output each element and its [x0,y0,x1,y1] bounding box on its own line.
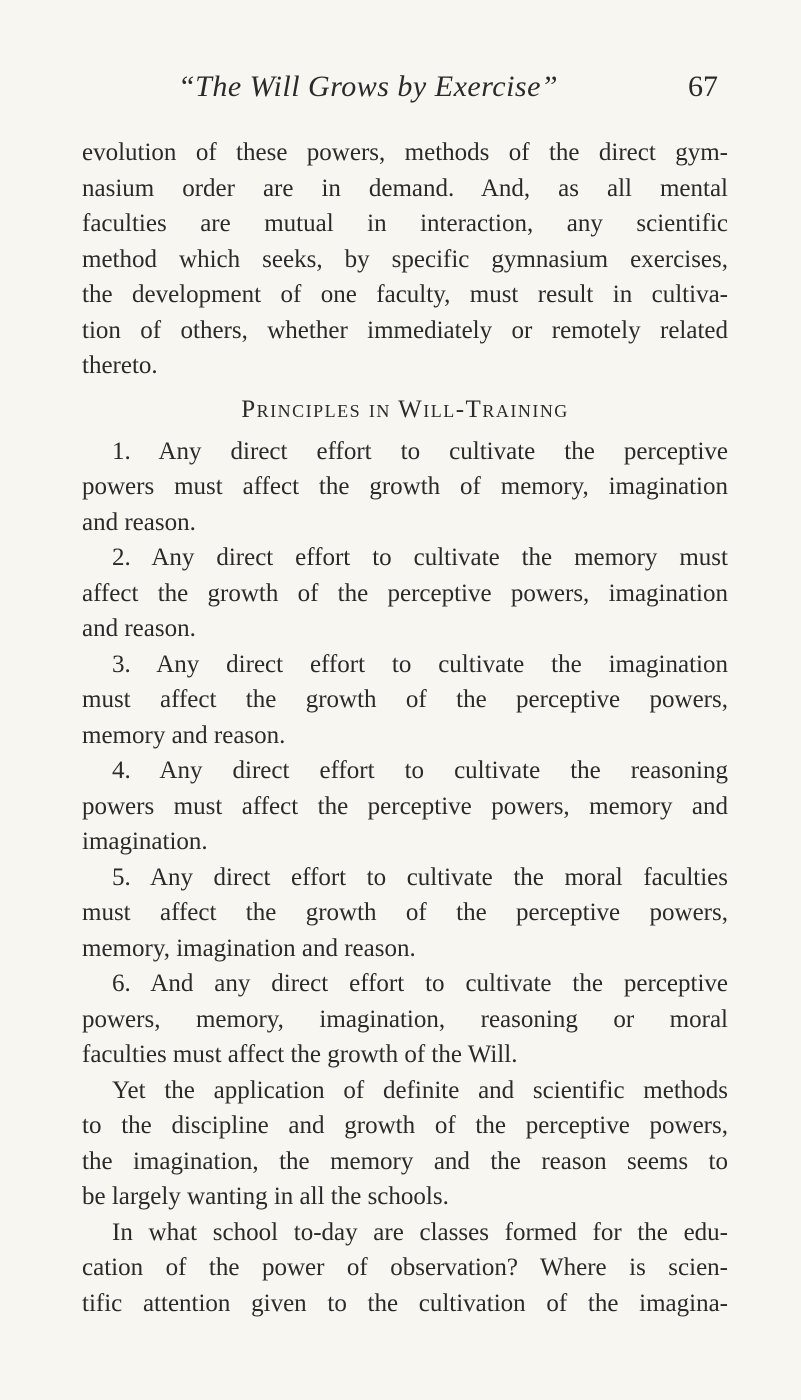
text-line: 2. Any direct effort to cultivate the memory must [112,544,728,571]
text-line: faculties are mutual in interaction, any scientific [82,210,728,237]
text-line: be largely wanting in all the schools. [82,1183,449,1210]
text-line: memory and reason. [82,721,286,749]
text-line: to the discipline and growth of the perceptive powers, [82,1112,728,1139]
text-line: must affect the growth of the perceptive powers, [82,686,728,713]
page-number: 67 [688,70,718,103]
text-line: the development of one faculty, must result in cultiva- [82,281,728,308]
running-head [0,70,801,110]
text-line: nasium order are in demand. And, as all mental [82,174,728,202]
text-line: 6. And any direct effort to cultivate the perceptive [112,970,728,997]
text-line: In what school to-day are classes formed for the edu- [112,1218,728,1246]
text-line: the imagination, the memory and the reason seems to [82,1147,728,1175]
section-heading: Principles in Will-Training [241,395,569,423]
text-line: method which seeks, by specific gymnasium exercises, [82,245,728,273]
text-line: Yet the application of definite and scientific methods [112,1076,728,1104]
text-line: thereto. [82,352,158,379]
text-line: and reason. [82,508,196,536]
text-line: tific attention given to the cultivation of the imagina- [82,1289,728,1317]
text-line: 4. Any direct effort to cultivate the reasoning [112,757,728,784]
text-line: faculties must affect the growth of the Will. [82,1041,518,1068]
text-line: 3. Any direct effort to cultivate the imagination [112,650,728,678]
text-line: 5. Any direct effort to cultivate the moral faculties [112,863,728,891]
text-line: 1. Any direct effort to cultivate the perceptive [112,437,728,465]
text-line: tion of others, whether immediately or remotely related [82,316,728,344]
text-line: affect the growth of the perceptive powers, imagination [82,579,728,607]
text-line: cation of the power of observation? Where is scien- [82,1254,728,1281]
text-line: memory, imagination and reason. [82,934,416,962]
text-line: powers must affect the perceptive powers, memory and [82,792,728,820]
text-line: powers must affect the growth of memory, imagination [82,473,728,500]
text-line: must affect the growth of the perceptive powers, [82,899,728,926]
running-title: “The Will Grows by Exercise” [178,70,559,103]
text-line: evolution of these powers, methods of the direct gym- [82,139,728,166]
text-line: powers, memory, imagination, reasoning or moral [82,1005,728,1033]
body-text [82,135,728,1321]
text-line: imagination. [82,828,208,855]
text-line: and reason. [82,615,196,642]
